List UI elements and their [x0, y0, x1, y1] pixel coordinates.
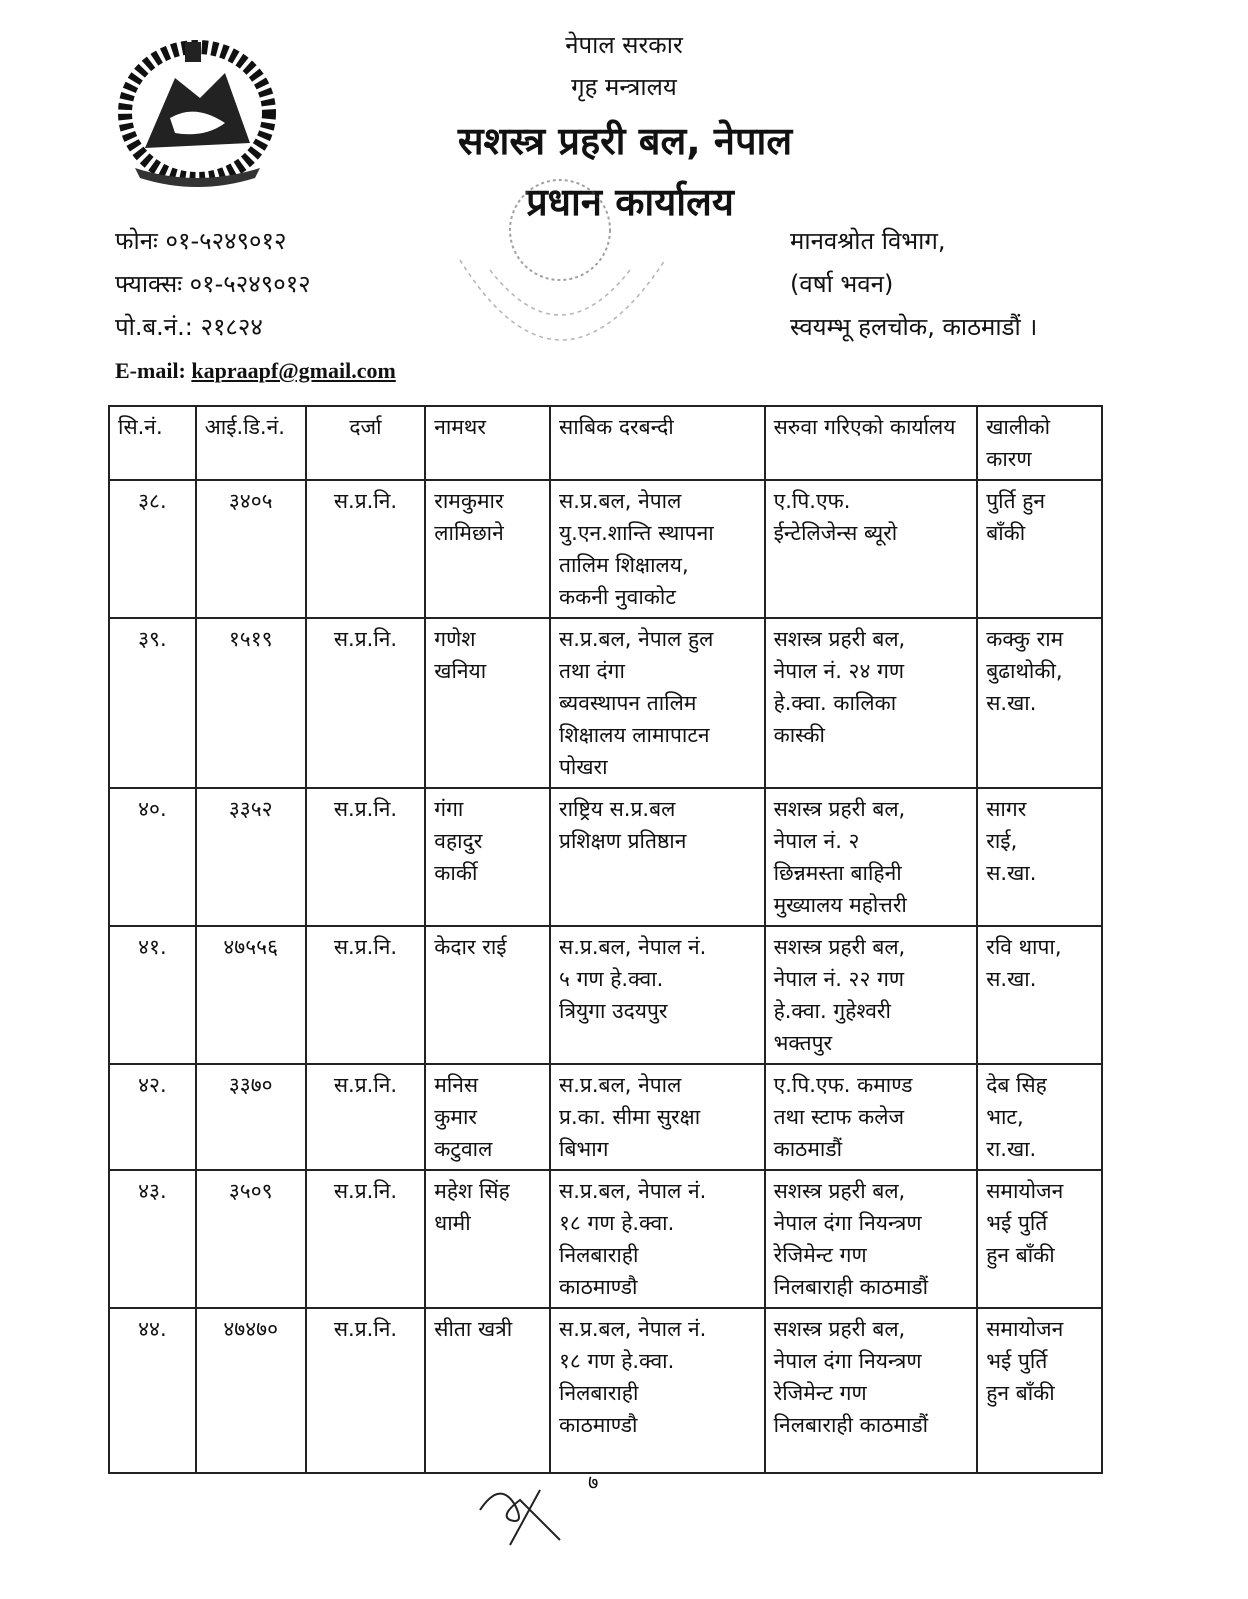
col-name: नामथर: [425, 406, 550, 480]
cell-name-line: गणेश: [434, 627, 476, 651]
cell-previous-line: बिभाग: [559, 1137, 609, 1161]
cell-transferred: [765, 1170, 978, 1308]
cell-id: १५१९: [196, 618, 306, 788]
cell-reason: [977, 1064, 1102, 1170]
cell-name-line: खनिया: [434, 659, 487, 683]
cell-reason-line: राई,: [986, 829, 1018, 853]
cell-previous: [550, 618, 765, 788]
col-id: आई.डि.नं.: [196, 406, 306, 480]
cell-transferred-line: सशस्त्र प्रहरी बल,: [773, 797, 906, 821]
cell-name: [425, 788, 550, 926]
cell-sn: ४०.: [109, 788, 196, 926]
cell-transferred-line: रेजिमेन्ट गण: [773, 1243, 867, 1267]
cell-previous-line: प्र.का. सीमा सुरक्षा: [559, 1105, 701, 1129]
government-title: नेपाल सरकार: [565, 31, 683, 59]
cell-id: ४७५५६: [196, 926, 306, 1064]
nepal-emblem-logo: [115, 38, 280, 188]
email-label: E-mail:: [115, 358, 186, 383]
cell-reason-line: रवि थापा,: [986, 935, 1062, 959]
cell-name-line: गंगा: [434, 797, 464, 821]
cell-transferred-line: नेपाल दंगा नियन्त्रण: [773, 1211, 922, 1235]
signature: [470, 1470, 590, 1550]
col-reason: खालीको कारण: [977, 406, 1102, 480]
table-header-row: [109, 406, 1102, 480]
cell-name-line: मनिस: [434, 1073, 479, 1097]
cell-transferred: [765, 788, 978, 926]
cell-previous-line: तालिम शिक्षालय,: [559, 553, 689, 577]
cell-name: [425, 926, 550, 1064]
cell-name-line: कार्की: [434, 861, 478, 885]
cell-transferred-line: नेपाल नं. २२ गण: [773, 967, 905, 991]
contact-block: [115, 220, 396, 392]
cell-name-line: रामकुमार: [434, 489, 504, 513]
office-title: प्रधान कार्यालय: [526, 180, 734, 224]
cell-sn: ४३.: [109, 1170, 196, 1308]
ministry-title: गृह मन्त्रालय: [571, 73, 677, 101]
cell-reason-line: रा.खा.: [986, 1137, 1037, 1161]
cell-reason-line: बाँकी: [986, 521, 1026, 545]
cell-previous: [550, 1170, 765, 1308]
cell-transferred-line: मुख्यालय महोत्तरी: [773, 893, 907, 917]
cell-previous-line: यु.एन.शान्ति स्थापना: [559, 521, 714, 545]
cell-transferred-line: सशस्त्र प्रहरी बल,: [773, 935, 906, 959]
cell-reason: [977, 480, 1102, 618]
cell-transferred-line: निलबाराही काठमाडौं: [773, 1413, 929, 1437]
cell-sn: ३८.: [109, 480, 196, 618]
cell-id: ४७४७०: [196, 1308, 306, 1473]
cell-transferred: [765, 926, 978, 1064]
cell-name-line: महेश सिंह: [434, 1179, 510, 1203]
cell-transferred-line: छिन्नमस्ता बाहिनी: [773, 861, 902, 885]
cell-transferred-line: ए.पि.एफ. कमाण्ड: [773, 1073, 913, 1097]
building: (वर्षा भवन): [790, 270, 894, 298]
cell-name-line: धामी: [434, 1211, 471, 1235]
cell-previous-line: निलबाराही: [559, 1381, 639, 1405]
cell-reason-line: समायोजन: [986, 1179, 1064, 1203]
cell-reason-line: भाट,: [986, 1105, 1024, 1129]
cell-sn: ४२.: [109, 1064, 196, 1170]
table-row: [109, 1308, 1102, 1473]
cell-previous-line: स.प्र.बल, नेपाल: [559, 489, 682, 513]
cell-previous-line: निलबाराही: [559, 1243, 639, 1267]
table-row: [109, 1170, 1102, 1308]
cell-reason-line: स.खा.: [986, 967, 1037, 991]
cell-transferred-line: नेपाल दंगा नियन्त्रण: [773, 1349, 922, 1373]
cell-transferred: [765, 618, 978, 788]
cell-previous-line: १८ गण हे.क्वा.: [559, 1349, 675, 1373]
cell-previous-line: ५ गण हे.क्वा.: [559, 967, 664, 991]
cell-reason: [977, 1308, 1102, 1473]
cell-name-line: कुमार: [434, 1105, 477, 1129]
cell-rank: स.प्र.नि.: [306, 1170, 426, 1308]
cell-transferred-line: हे.क्वा. कालिका: [773, 691, 897, 715]
cell-previous-line: स.प्र.बल, नेपाल नं.: [559, 1179, 707, 1203]
cell-name-line: सीता खत्री: [434, 1317, 513, 1341]
office-stamp: [440, 160, 680, 390]
cell-previous-line: स.प्र.बल, नेपाल: [559, 1073, 682, 1097]
cell-previous-line: स.प्र.बल, नेपाल हुल: [559, 627, 714, 651]
organization-title: सशस्त्र प्रहरी बल, नेपाल: [457, 119, 793, 163]
cell-reason: [977, 788, 1102, 926]
cell-transferred-line: रेजिमेन्ट गण: [773, 1381, 867, 1405]
cell-reason-line: देब सिह: [986, 1073, 1047, 1097]
cell-transferred-line: सशस्त्र प्रहरी बल,: [773, 1179, 906, 1203]
cell-id: ३५०९: [196, 1170, 306, 1308]
col-sn: सि.नं.: [109, 406, 196, 480]
cell-name: [425, 1064, 550, 1170]
address-block: [790, 220, 1037, 349]
table-row: [109, 1064, 1102, 1170]
cell-transferred: [765, 1064, 978, 1170]
cell-name: [425, 1308, 550, 1473]
cell-id: ३३७०: [196, 1064, 306, 1170]
cell-reason-line: भई पुर्ति: [986, 1211, 1048, 1235]
cell-transferred-line: भक्तपुर: [773, 1031, 833, 1055]
cell-name: [425, 1170, 550, 1308]
cell-reason-line: बुढाथोकी,: [986, 659, 1063, 683]
table-row: [109, 618, 1102, 788]
po-box: पो.ब.नं.: २१८२४: [115, 313, 263, 341]
table-row: [109, 926, 1102, 1064]
cell-reason-line: समायोजन: [986, 1317, 1064, 1341]
col-rank: दर्जा: [306, 406, 426, 480]
cell-transferred-line: काठमाडौं: [773, 1137, 843, 1161]
cell-previous-line: पोखरा: [559, 755, 608, 779]
cell-reason: [977, 618, 1102, 788]
cell-name-line: वहादुर: [434, 829, 483, 853]
transfer-table: [108, 405, 1103, 1474]
cell-rank: स.प्र.नि.: [306, 618, 426, 788]
cell-rank: स.प्र.नि.: [306, 926, 426, 1064]
cell-sn: ४१.: [109, 926, 196, 1064]
cell-transferred-line: नेपाल नं. २: [773, 829, 860, 853]
cell-rank: स.प्र.नि.: [306, 788, 426, 926]
cell-rank: स.प्र.नि.: [306, 1064, 426, 1170]
cell-name: [425, 480, 550, 618]
table-row: [109, 788, 1102, 926]
cell-reason: [977, 926, 1102, 1064]
cell-transferred-line: हे.क्वा. गुहेश्वरी: [773, 999, 891, 1023]
department: मानवश्रोत विभाग,: [790, 227, 946, 255]
cell-sn: ३९.: [109, 618, 196, 788]
cell-name: [425, 618, 550, 788]
cell-previous: [550, 1064, 765, 1170]
col-transferred: सरुवा गरिएको कार्यालय: [765, 406, 978, 480]
cell-transferred-line: ईन्टेलिजेन्स ब्यूरो: [773, 521, 898, 545]
table-row: [109, 480, 1102, 618]
cell-reason-line: स.खा.: [986, 691, 1037, 715]
cell-reason-line: पुर्ति हुन: [986, 489, 1046, 513]
cell-previous-line: काठमाण्डौ: [559, 1413, 638, 1437]
cell-transferred-line: तथा स्टाफ कलेज: [773, 1105, 905, 1129]
phone-number: फोनः ०१-५२४९०१२: [115, 227, 287, 255]
cell-previous: [550, 480, 765, 618]
page-number: ७: [588, 1470, 599, 1494]
cell-previous-line: प्रशिक्षण प्रतिष्ठान: [559, 829, 687, 853]
location: स्वयम्भू हलचोक, काठमाडौं ।: [790, 313, 1038, 341]
cell-name-line: केदार राई: [434, 935, 507, 959]
cell-previous-line: स.प्र.बल, नेपाल नं.: [559, 1317, 707, 1341]
cell-id: ३४०५: [196, 480, 306, 618]
cell-transferred-line: सशस्त्र प्रहरी बल,: [773, 627, 906, 651]
cell-reason: [977, 1170, 1102, 1308]
cell-previous-line: ककनी नुवाकोट: [559, 585, 676, 609]
cell-transferred-line: सशस्त्र प्रहरी बल,: [773, 1317, 906, 1341]
cell-reason-line: हुन बाँकी: [986, 1243, 1055, 1267]
col-previous: साबिक दरबन्दी: [550, 406, 765, 480]
cell-reason-line: कक्कु राम: [986, 627, 1064, 651]
cell-id: ३३५२: [196, 788, 306, 926]
cell-previous-line: स.प्र.बल, नेपाल नं.: [559, 935, 707, 959]
cell-reason-line: भई पुर्ति: [986, 1349, 1048, 1373]
cell-rank: स.प्र.नि.: [306, 480, 426, 618]
cell-previous-line: ब्यवस्थापन तालिम: [559, 691, 697, 715]
cell-transferred-line: नेपाल नं. २४ गण: [773, 659, 905, 683]
cell-previous: [550, 788, 765, 926]
cell-reason-line: सागर: [986, 797, 1027, 821]
cell-name-line: लामिछाने: [434, 521, 504, 545]
cell-previous-line: काठमाण्डौ: [559, 1275, 638, 1299]
cell-previous-line: तथा दंगा: [559, 659, 625, 683]
cell-sn: ४४.: [109, 1308, 196, 1473]
cell-reason-line: स.खा.: [986, 861, 1037, 885]
cell-previous-line: १८ गण हे.क्वा.: [559, 1211, 675, 1235]
fax-number: फ्याक्सः ०१-५२४९०१२: [115, 270, 311, 298]
cell-previous-line: राष्ट्रिय स.प्र.बल: [559, 797, 676, 821]
cell-transferred-line: कास्की: [773, 723, 825, 747]
cell-previous: [550, 926, 765, 1064]
cell-previous: [550, 1308, 765, 1473]
email-link[interactable]: kapraapf@gmail.com: [191, 358, 396, 383]
cell-transferred: [765, 480, 978, 618]
cell-transferred-line: ए.पि.एफ.: [773, 489, 851, 513]
cell-name-line: कटुवाल: [434, 1137, 493, 1161]
cell-transferred: [765, 1308, 978, 1473]
cell-transferred-line: निलबाराही काठमाडौं: [773, 1275, 929, 1299]
cell-previous-line: त्रियुगा उदयपुर: [559, 999, 668, 1023]
cell-previous-line: शिक्षालय लामापाटन: [559, 723, 710, 747]
cell-reason-line: हुन बाँकी: [986, 1381, 1055, 1405]
cell-rank: स.प्र.नि.: [306, 1308, 426, 1473]
